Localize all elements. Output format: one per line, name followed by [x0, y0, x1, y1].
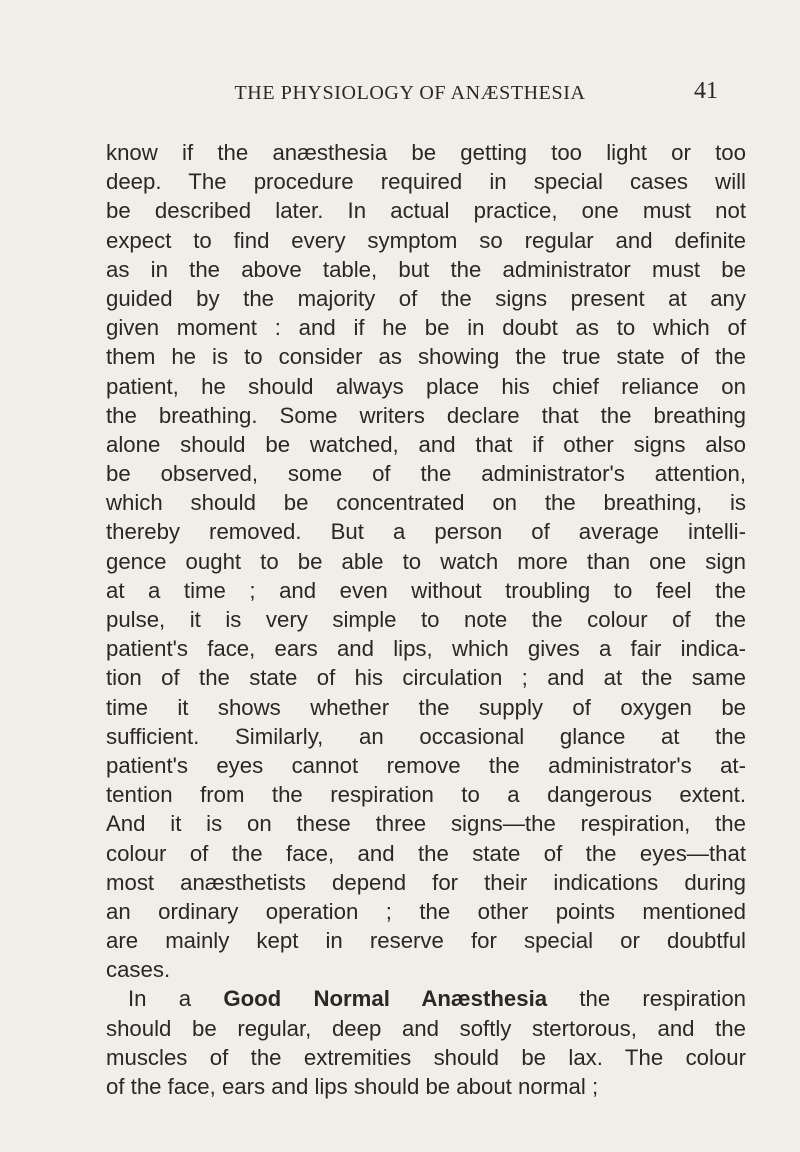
text-line: are mainly kept in reserve for special or doubtful	[106, 928, 746, 954]
paragraph-2	[106, 984, 746, 1101]
paragraph-lead-rest: the respiration	[547, 986, 746, 1012]
text-line: And it is on these three signs—the respiration, the	[106, 811, 746, 837]
text-line: should be regular, deep and softly stertorous, and the	[106, 1015, 746, 1041]
text-line: be observed, some of the administrator's attention,	[106, 461, 746, 487]
run-in-heading: Good Normal Anæsthesia	[223, 986, 548, 1012]
text-line: expect to find every symptom so regular and definite	[106, 227, 746, 253]
text-line: thereby removed. But a person of average intelli-	[106, 519, 746, 545]
text-line: given moment : and if he be in doubt as to which of	[106, 315, 746, 341]
text-line: an ordinary operation ; the other points mentioned	[106, 898, 746, 924]
paragraph-1	[106, 138, 746, 984]
text-line: colour of the face, and the state of the eyes—that	[106, 840, 746, 866]
text-line: time it shows whether the supply of oxygen be	[106, 694, 746, 720]
text-line: most anæsthetists depend for their indications during	[106, 869, 746, 895]
text-line: tention from the respiration to a dangerous extent.	[106, 782, 746, 808]
text-line: pulse, it is very simple to note the colour of the	[106, 607, 746, 632]
text-line: deep. The procedure required in special cases will	[106, 169, 746, 195]
text-line: sufficient. Similarly, an occasional glance at the	[106, 723, 746, 749]
text-line: the breathing. Some writers declare that the breathing	[106, 402, 746, 428]
text-line: at a time ; and even without troubling to feel the	[106, 577, 746, 603]
text-line: guided by the majority of the signs present at any	[106, 285, 746, 311]
text-line: gence ought to be able to watch more than one sign	[106, 548, 746, 574]
text-line	[106, 984, 746, 1013]
text-line: cases.	[106, 957, 171, 983]
text-line: patient, he should always place his chief reliance on	[106, 373, 746, 399]
text-line: patient's eyes cannot remove the administrator's at-	[106, 752, 746, 778]
text-line: as in the above table, but the administrator must be	[106, 256, 746, 282]
text-line: tion of the state of his circulation ; and at the same	[106, 665, 746, 691]
text-line: patient's face, ears and lips, which gives a fair indica-	[106, 636, 746, 662]
page-number: 41	[694, 78, 718, 104]
body-text	[106, 138, 746, 1101]
paragraph-lead-in: In a	[128, 986, 224, 1012]
text-line: be described later. In actual practice, one must not	[106, 198, 746, 224]
text-line: alone should be watched, and that if other signs also	[106, 431, 746, 457]
text-line: which should be concentrated on the breathing, is	[106, 490, 746, 516]
text-line: know if the anæsthesia be getting too light or too	[106, 140, 746, 165]
text-line: muscles of the extremities should be lax. The colour	[106, 1044, 746, 1070]
running-head: THE PHYSIOLOGY OF ANÆSTHESIA	[234, 82, 586, 104]
text-line: of the face, ears and lips should be about normal ;	[106, 1074, 599, 1099]
text-line: them he is to consider as showing the true state of the	[106, 344, 746, 370]
